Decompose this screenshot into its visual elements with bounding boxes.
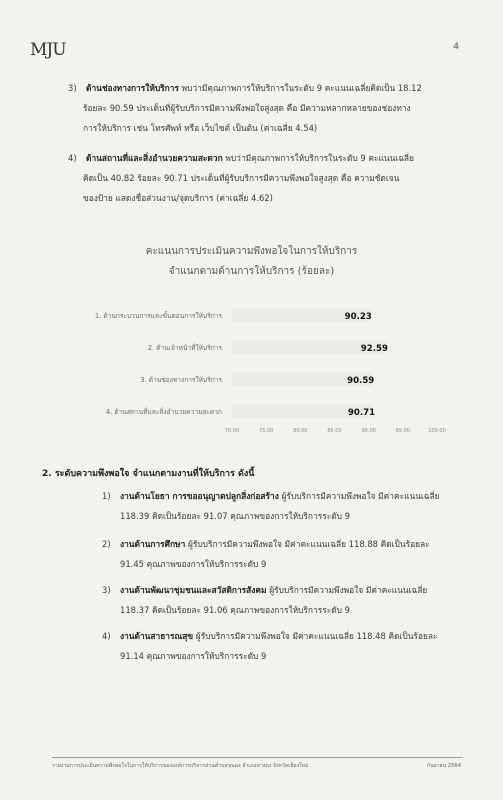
item-number: 2) — [102, 539, 111, 549]
chart-category-label: 2. ด้านเจ้าหน้าที่ให้บริการ — [147, 344, 222, 352]
chart-x-tick-label: 90.00 — [361, 428, 376, 434]
item-line: ผู้รับบริการมีความพึงพอใจ มีค่าคะแนนเฉลี่ย 118.88 คิดเป็นร้อยละ — [187, 539, 430, 549]
item-3 — [68, 78, 476, 138]
item-line: 91.45 คุณภาพของการให้บริการระดับ 9 — [120, 559, 267, 569]
item-line: ของป้าย แสดงชื่อส่วนงาน/จุดบริการ (ค่าเฉลี่ย 4.62) — [83, 193, 273, 203]
chart-value-label: 92.59 — [360, 344, 388, 354]
item-title: ด้านสถานที่และสิ่งอำนวยความสะดวก — [86, 153, 223, 163]
item-number: 4) — [68, 153, 77, 163]
item-line: ผู้รับบริการมีความพึงพอใจ มีค่าคะแนนเฉลี่ย 118.48 คิดเป็นร้อยละ — [195, 631, 438, 641]
chart-x-tick-label: 80.00 — [293, 428, 308, 434]
item-line: 118.39 คิดเป็นร้อยละ 91.07 คุณภาพของการให้บริการระดับ 9 — [120, 511, 350, 521]
university-logo: MJU — [30, 40, 66, 60]
section2-item-2 — [102, 534, 480, 574]
item-line: พบว่ามีคุณภาพการให้บริการในระดับ 9 คะแนนเฉลี่ยคิดเป็น 18.12 — [181, 83, 422, 93]
item-number: 1) — [102, 491, 111, 501]
item-line: ร้อยละ 90.59 ประเด็นที่ผู้รับบริการมีความพึงพอใจสูงสุด คือ มีความหลากหลายของช่องทาง — [83, 103, 411, 113]
item-line: 91.14 คุณภาพของการให้บริการระดับ 9 — [120, 651, 267, 661]
item-line: การให้บริการ เช่น โทรศัพท์ หรือ เว็บไซต์ เป็นต้น (ค่าเฉลี่ย 4.54) — [83, 123, 318, 133]
page-number: 4 — [453, 42, 459, 52]
item-line: ผู้รับบริการมีความพึงพอใจ มีค่าคะแนนเฉลี่ย — [269, 585, 428, 595]
chart-x-tick-label: 95.00 — [395, 428, 410, 434]
item-title: งานด้านโยธา การขออนุญาตปลูกสิ่งก่อสร้าง — [120, 491, 279, 501]
item-number: 4) — [102, 631, 111, 641]
item-title: ด้านช่องทางการให้บริการ — [86, 83, 179, 93]
footer-divider — [52, 757, 462, 758]
chart-x-tick-label: 100.00 — [428, 428, 446, 434]
section-2-title: 2. ระดับความพึงพอใจ จำแนกตามงานที่ให้บริการ ดังนี้ — [42, 469, 255, 479]
item-4 — [68, 148, 476, 208]
section2-item-4 — [102, 626, 480, 666]
chart-category-label: 4. ด้านสถานที่และสิ่งอำนวยความสะดวก — [106, 408, 222, 416]
chart-value-label: 90.71 — [347, 408, 376, 418]
chart-x-tick-label: 70.00 — [224, 428, 240, 434]
chart-subtitle: จำแนกตามด้านการให้บริการ (ร้อยละ) — [168, 266, 335, 277]
item-number: 3) — [102, 585, 111, 595]
item-title: งานด้านสาธารณสุข — [120, 631, 194, 641]
satisfaction-bar-chart — [0, 296, 503, 446]
item-title: งานด้านการศึกษา — [120, 539, 186, 549]
chart-category-label: 1. ด้านกระบวนการและขั้นตอนการให้บริการ — [95, 312, 222, 320]
item-line: พบว่ามีคุณภาพการให้บริการในระดับ 9 คะแนนเฉลี่ย — [225, 153, 414, 163]
chart-x-tick-label: 75.00 — [259, 428, 274, 434]
item-title: งานด้านพัฒนาชุมชนและสวัสดิการสังคม — [120, 585, 267, 595]
item-line: คิดเป็น 40.82 ร้อยละ 90.71 ประเด็นที่ผู้รับบริการมีความพึงพอใจสูงสุด คือ ความชัดเจน — [83, 173, 400, 183]
item-number: 3) — [68, 83, 77, 93]
footer-date: กันยายน 2564 — [426, 763, 461, 769]
section2-item-3 — [102, 580, 480, 620]
chart-x-tick-label: 85.00 — [327, 428, 342, 434]
chart-category-label: 3. ด้านช่องทางการให้บริการ — [140, 376, 222, 384]
chart-title: คะแนนการประเมินความพึงพอใจในการให้บริการ — [145, 246, 358, 257]
chart-value-label: 90.59 — [347, 376, 375, 386]
section2-item-1 — [102, 486, 480, 526]
chart-value-label: 90.23 — [344, 312, 372, 322]
item-line: 118.37 คิดเป็นร้อยละ 91.06 คุณภาพของการให้บริการระดับ 9 — [120, 605, 350, 615]
item-line: ผู้รับบริการมีความพึงพอใจ มีค่าคะแนนเฉลี่ย — [281, 491, 440, 501]
footer-report-title: รายงานการประเมินความพึงพอใจในการให้บริการขององค์การบริหารส่วนตำบลขุนคง อำเภอหางดง จังหวัดเชียงใหม่ — [52, 763, 309, 769]
